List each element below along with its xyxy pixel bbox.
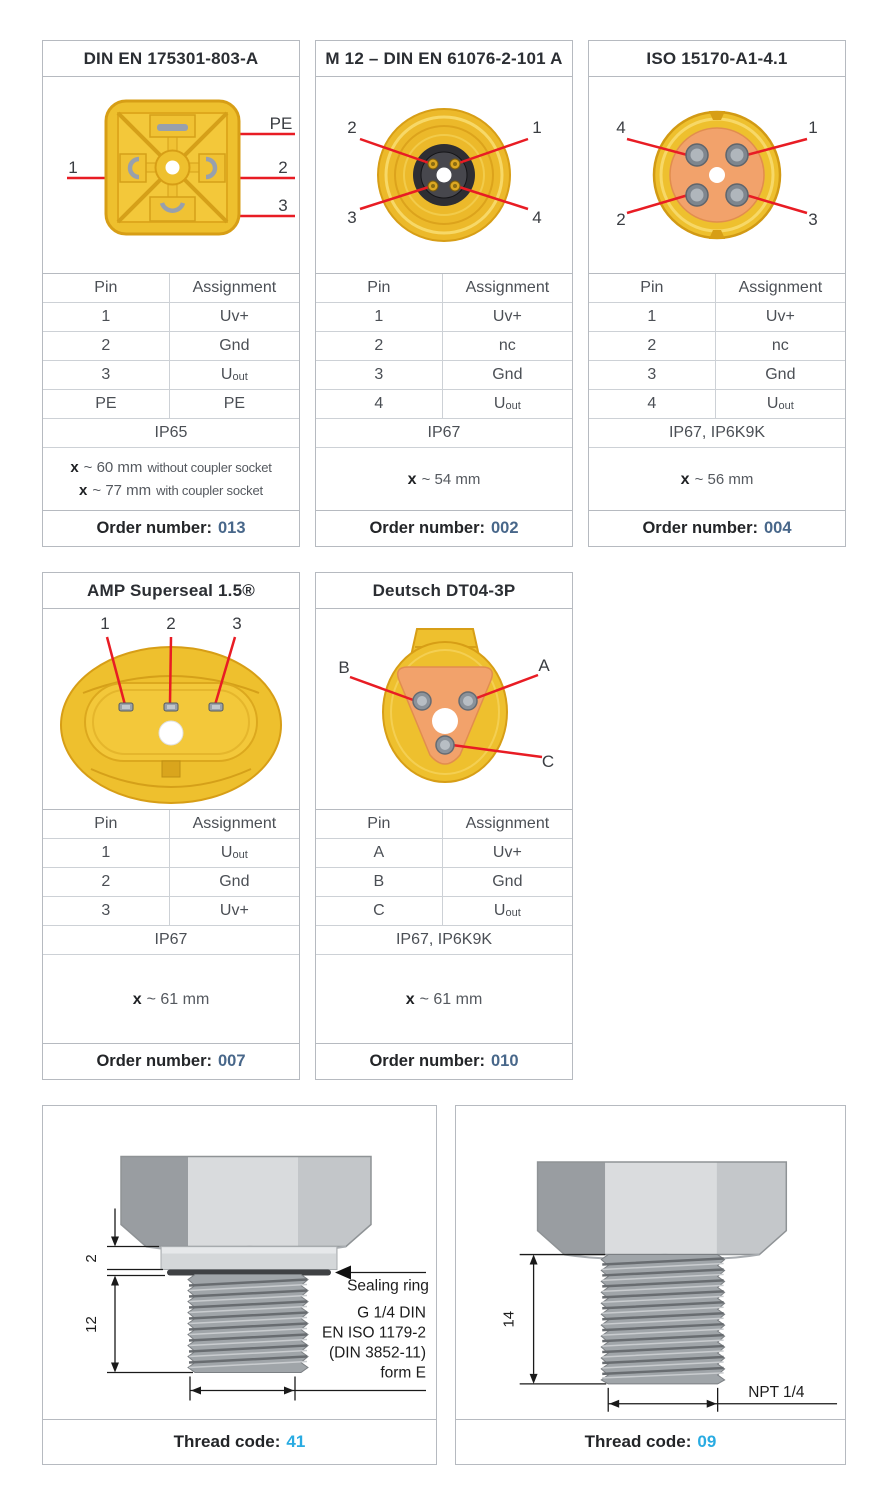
- assignment-header: Assignment: [465, 815, 550, 832]
- length-note-block: [316, 954, 572, 1043]
- x-note: with coupler socket: [156, 483, 263, 498]
- x-value: ~ 56 mm: [694, 470, 754, 488]
- table-row: [43, 896, 299, 925]
- pin-callout-label: 4: [616, 118, 626, 137]
- table-row: [589, 302, 845, 331]
- pin-table-header-row: [589, 273, 845, 302]
- pin-cell: 2: [316, 332, 443, 360]
- thread-code-row: [43, 1419, 436, 1464]
- hex-head: [121, 1157, 371, 1251]
- assignment-cell: [716, 332, 845, 360]
- assignment-text: Uv+: [492, 844, 522, 861]
- x-symbol: x: [132, 990, 142, 1008]
- assignment-cell: [443, 303, 572, 331]
- pin-cell: 4: [316, 390, 443, 418]
- assignment-text: nc: [771, 337, 789, 354]
- order-number-row: [316, 1043, 572, 1079]
- length-note-line: [133, 988, 210, 1011]
- pin-cell: C: [316, 897, 443, 925]
- card-title: M 12 – DIN EN 61076-2-101 A: [316, 41, 572, 77]
- thread-spec-line: NPT 1/4: [748, 1383, 805, 1401]
- order-number-label: Order number:: [369, 1052, 485, 1070]
- assignment-cell: [716, 303, 845, 331]
- assignment-header: Assignment: [738, 279, 823, 296]
- pin-callout-label: 2: [278, 158, 288, 177]
- assignment-text: Uv+: [219, 902, 249, 919]
- length-note-block: [316, 447, 572, 510]
- length-note-line: [408, 468, 481, 491]
- pin-callout-label: 3: [347, 208, 357, 227]
- pin-cell: A: [316, 839, 443, 867]
- din-square-connector-diagram: [43, 77, 299, 273]
- assignment-cell: [170, 897, 299, 925]
- x-symbol: x: [70, 459, 79, 476]
- connector-figure: [589, 77, 845, 273]
- pin-cell: 1: [589, 303, 716, 331]
- pin-callout-label: 2: [616, 210, 626, 229]
- pin-callout-label: C: [541, 752, 555, 771]
- order-number-row: [43, 1043, 299, 1079]
- thread-card-npt14: [455, 1105, 846, 1465]
- card-title: DIN EN 175301-803-A: [43, 41, 299, 77]
- thread-figure: [456, 1106, 845, 1419]
- assignment-subscript: out: [232, 849, 248, 861]
- order-number-row: [316, 510, 572, 546]
- m12-connector-diagram: [316, 77, 572, 273]
- thread-code-value: 41: [286, 1432, 306, 1451]
- x-value: ~ 61 mm: [146, 990, 210, 1008]
- pin-callout-label: 2: [347, 118, 357, 137]
- table-row: [316, 360, 572, 389]
- assignment-text: Uv+: [765, 308, 795, 325]
- assignment-subscript: out: [505, 907, 521, 919]
- order-number-value: 010: [491, 1052, 519, 1070]
- order-number-row: [589, 510, 845, 546]
- table-row: [316, 331, 572, 360]
- pin-cell: 2: [43, 868, 170, 896]
- pin-cell: 4: [589, 390, 716, 418]
- dimension-label: 14: [500, 1310, 518, 1328]
- order-number-label: Order number:: [96, 519, 212, 537]
- thread-spec-text: [322, 1305, 426, 1382]
- table-row: [589, 389, 845, 418]
- thread-spec-line: G 1/4 DIN: [357, 1304, 426, 1322]
- assignment-cell: [716, 361, 845, 389]
- length-note-block: [43, 954, 299, 1043]
- amp-superseal-connector-diagram: [43, 609, 299, 809]
- card-title: AMP Superseal 1.5®: [43, 573, 299, 609]
- length-note-block: [43, 447, 299, 510]
- pin-callout-label: 2: [166, 614, 176, 633]
- pin-callout-label: A: [538, 656, 550, 675]
- assignment-cell: [443, 332, 572, 360]
- table-row: [316, 302, 572, 331]
- assignment-cell: [716, 390, 845, 418]
- thread-code-row: [456, 1419, 845, 1464]
- x-value: ~ 54 mm: [421, 470, 481, 488]
- pin-table-header-row: [43, 273, 299, 302]
- assignment-cell: [170, 390, 299, 418]
- connector-card-din-en-175301: [42, 40, 300, 547]
- connector-figure: [43, 609, 299, 809]
- sealing-ring-label: Sealing ring: [347, 1277, 429, 1295]
- length-note-line: [70, 456, 271, 479]
- assignment-cell: [170, 332, 299, 360]
- connector-body: [106, 101, 239, 234]
- ip-rating: IP67: [316, 418, 572, 447]
- thread-spec-line: form E: [380, 1364, 426, 1382]
- assignment-text: Uv+: [492, 308, 522, 325]
- collar-and-sealing-ring: [161, 1247, 337, 1276]
- pin-cell: 3: [43, 897, 170, 925]
- table-row: [43, 360, 299, 389]
- table-row: [589, 360, 845, 389]
- card-title: Deutsch DT04-3P: [316, 573, 572, 609]
- table-row: [316, 389, 572, 418]
- ip-rating: IP67, IP6K9K: [316, 925, 572, 954]
- pin-callout-label: 3: [232, 614, 242, 633]
- assignment-text: nc: [498, 337, 516, 354]
- order-number-value: 013: [218, 519, 246, 537]
- pin-callout-label: PE: [269, 114, 293, 133]
- g14-thread-diagram: [43, 1106, 436, 1419]
- connector-card-deutsch: [315, 572, 573, 1080]
- pin-cell: B: [316, 868, 443, 896]
- card-title: ISO 15170-A1-4.1: [589, 41, 845, 77]
- assignment-cell: [443, 897, 572, 925]
- pin-callout-label: 3: [808, 210, 818, 229]
- pin-callout-label: 1: [100, 614, 110, 633]
- hex-head: [538, 1162, 787, 1259]
- connector-card-m12: [315, 40, 573, 547]
- pin-callout-label: 3: [278, 196, 288, 215]
- assignment-text: Gnd: [765, 366, 796, 383]
- pin-cell: 3: [43, 361, 170, 389]
- x-note: without coupler socket: [147, 460, 272, 475]
- assignment-header: Assignment: [192, 815, 277, 832]
- thread-spec-line: EN ISO 1179-2: [322, 1324, 426, 1342]
- pin-cell: PE: [43, 390, 170, 418]
- pin-header: Pin: [43, 274, 170, 302]
- pin-cell: 2: [43, 332, 170, 360]
- order-number-label: Order number:: [369, 519, 485, 537]
- order-number-row: [43, 510, 299, 546]
- threaded-shaft: [188, 1275, 308, 1373]
- table-row: [43, 867, 299, 896]
- order-number-label: Order number:: [96, 1052, 212, 1070]
- assignment-subscript: out: [232, 371, 248, 383]
- connector-card-iso-15170: [588, 40, 846, 547]
- assignment-cell: [443, 361, 572, 389]
- npt-thread-diagram: [456, 1106, 845, 1419]
- assignment-text: U: [220, 844, 233, 861]
- connector-figure: [43, 77, 299, 273]
- assignment-cell: [170, 868, 299, 896]
- ip-rating: IP67: [43, 925, 299, 954]
- assignment-text: Gnd: [219, 873, 250, 890]
- assignment-text: Gnd: [492, 366, 523, 383]
- order-number-label: Order number:: [642, 519, 758, 537]
- assignment-text: PE: [223, 395, 246, 412]
- connector-body: [383, 629, 507, 782]
- pin-cell: 3: [316, 361, 443, 389]
- thread-figure: [43, 1106, 436, 1419]
- x-symbol: x: [680, 470, 690, 488]
- thread-code-value: 09: [697, 1432, 717, 1451]
- pin-table-header-row: [316, 809, 572, 838]
- assignment-cell: [170, 303, 299, 331]
- assignment-text: Uv+: [219, 308, 249, 325]
- ip-rating: IP67, IP6K9K: [589, 418, 845, 447]
- length-note-block: [589, 447, 845, 510]
- dimension-label: 12: [83, 1316, 100, 1333]
- table-row: [43, 331, 299, 360]
- dimension-label: 2: [83, 1254, 100, 1263]
- assignment-subscript: out: [778, 400, 794, 412]
- x-symbol: x: [79, 482, 88, 499]
- thread-code-label: Thread code:: [173, 1432, 281, 1451]
- table-row: [43, 389, 299, 418]
- assignment-cell: [443, 839, 572, 867]
- pin-cell: 2: [589, 332, 716, 360]
- length-note-line: [406, 988, 483, 1011]
- x-value: ~ 77 mm: [92, 482, 152, 499]
- length-note-line: [79, 479, 263, 502]
- table-row: [316, 867, 572, 896]
- assignment-cell: [443, 868, 572, 896]
- deutsch-connector-diagram: [316, 609, 572, 809]
- assignment-header: Assignment: [465, 279, 550, 296]
- x-value: ~ 60 mm: [83, 459, 143, 476]
- assignment-text: U: [493, 902, 506, 919]
- assignment-cell: [170, 839, 299, 867]
- table-row: [43, 838, 299, 867]
- assignment-cell: [443, 390, 572, 418]
- pin-callout-label: B: [338, 658, 350, 677]
- thread-card-g14: [42, 1105, 437, 1465]
- table-row: [43, 302, 299, 331]
- pin-callout-label: 1: [808, 118, 818, 137]
- assignment-subscript: out: [505, 400, 521, 412]
- threaded-shaft: [601, 1255, 724, 1384]
- sealing-ring-callout: [335, 1266, 429, 1295]
- pin-callout-label: 1: [68, 158, 78, 177]
- pin-header: Pin: [316, 274, 443, 302]
- order-number-value: 002: [491, 519, 519, 537]
- assignment-header: Assignment: [192, 279, 277, 296]
- assignment-text: Gnd: [492, 873, 523, 890]
- assignment-text: U: [220, 366, 233, 383]
- connector-card-amp-superseal: [42, 572, 300, 1080]
- table-row: [316, 838, 572, 867]
- assignment-cell: [170, 361, 299, 389]
- assignment-text: U: [493, 395, 506, 412]
- length-note-line: [681, 468, 754, 491]
- x-symbol: x: [405, 990, 415, 1008]
- pin-cell: 1: [316, 303, 443, 331]
- assignment-text: Gnd: [219, 337, 250, 354]
- pin-header: Pin: [589, 274, 716, 302]
- table-row: [316, 896, 572, 925]
- pin-cell: 1: [43, 839, 170, 867]
- order-number-value: 004: [764, 519, 792, 537]
- order-number-value: 007: [218, 1052, 246, 1070]
- x-symbol: x: [407, 470, 417, 488]
- pin-cell: 1: [43, 303, 170, 331]
- pin-table-header-row: [316, 273, 572, 302]
- thread-code-label: Thread code:: [584, 1432, 692, 1451]
- pin-header: Pin: [316, 810, 443, 838]
- pin-callout-label: 1: [532, 118, 542, 137]
- ip-rating: IP65: [43, 418, 299, 447]
- iso-connector-diagram: [589, 77, 845, 273]
- pin-table-header-row: [43, 809, 299, 838]
- assignment-text: U: [766, 395, 779, 412]
- pin-callout-label: 4: [532, 208, 542, 227]
- connector-figure: [316, 609, 572, 809]
- table-row: [589, 331, 845, 360]
- x-value: ~ 61 mm: [419, 990, 483, 1008]
- pin-header: Pin: [43, 810, 170, 838]
- pin-cell: 3: [589, 361, 716, 389]
- connector-figure: [316, 77, 572, 273]
- thread-spec-line: (DIN 3852-11): [328, 1344, 426, 1362]
